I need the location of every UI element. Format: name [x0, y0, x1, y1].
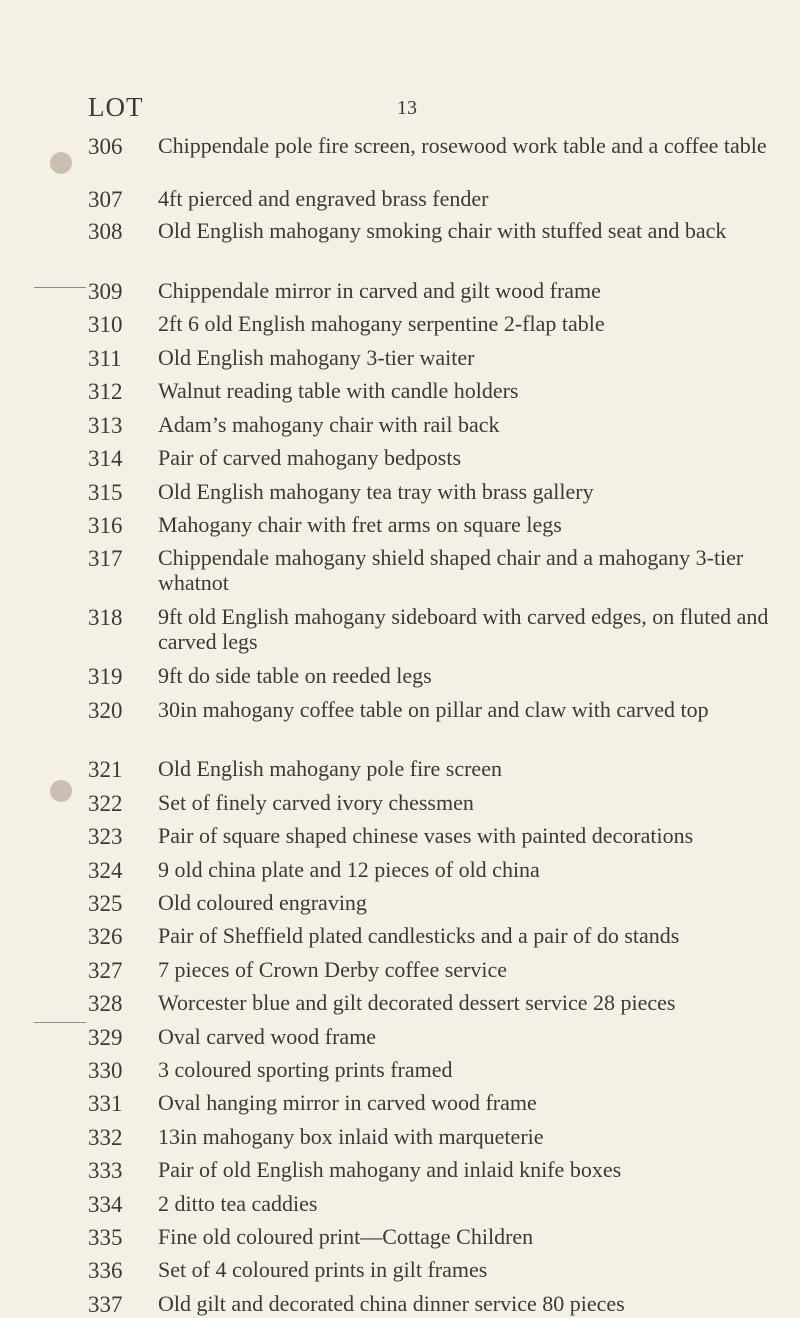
lot-row	[88, 134, 780, 160]
lot-description: 9ft old English mahogany sideboard with carved edges, on fluted and carved legs	[158, 604, 769, 654]
lot-row	[88, 1258, 780, 1284]
lot-description: 2 ditto tea caddies	[158, 1191, 318, 1216]
lot-number: 331	[88, 1091, 123, 1116]
lot-description: Walnut reading table with candle holders	[158, 378, 519, 403]
lot-description: Set of 4 coloured prints in gilt frames	[158, 1257, 488, 1282]
lot-number: 312	[88, 379, 123, 404]
lot-description: 3 coloured sporting prints framed	[158, 1057, 453, 1082]
lot-description: Pair of old English mahogany and inlaid knife boxes	[158, 1157, 622, 1182]
lot-description: Set of finely carved ivory chessmen	[158, 790, 474, 815]
lot-description: Adam’s mahogany chair with rail back	[158, 412, 500, 437]
punch-hole	[50, 152, 72, 174]
lot-number: 330	[88, 1058, 123, 1083]
lot-number: 334	[88, 1192, 123, 1217]
lot-row	[88, 446, 780, 472]
lot-number: 335	[88, 1225, 123, 1250]
lot-row	[88, 757, 780, 783]
lot-description: Old gilt and decorated china dinner service 80 pieces	[158, 1291, 625, 1316]
lot-number: 318	[88, 605, 123, 630]
lot-description: 13in mahogany box inlaid with marqueterie	[158, 1124, 544, 1149]
lot-row	[88, 413, 780, 439]
lot-row	[88, 824, 780, 850]
lot-number: 337	[88, 1292, 123, 1317]
lot-number: 321	[88, 757, 123, 782]
lot-number: 311	[88, 346, 122, 371]
lot-number: 316	[88, 513, 123, 538]
lot-number: 327	[88, 958, 123, 983]
lot-number: 314	[88, 446, 123, 471]
lot-row	[88, 187, 780, 213]
lot-description: 7 pieces of Crown Derby coffee service	[158, 957, 508, 982]
lot-row	[88, 513, 780, 539]
lot-row	[88, 924, 780, 950]
lot-number: 308	[88, 219, 123, 244]
lot-description: Pair of square shaped chinese vases with painted decorations	[158, 823, 694, 848]
lot-number: 322	[88, 791, 123, 816]
lot-number: 333	[88, 1158, 123, 1183]
lot-description: Old English mahogany smoking chair with stuffed seat and back	[158, 218, 727, 243]
lot-row	[88, 312, 780, 338]
lot-number: 319	[88, 664, 123, 689]
lot-description: Worcester blue and gilt decorated dessert service 28 pieces	[158, 990, 676, 1015]
lot-number: 313	[88, 413, 123, 438]
lot-row	[88, 891, 780, 917]
lot-row	[88, 1058, 780, 1084]
lot-row	[88, 279, 780, 305]
lot-row	[88, 546, 780, 595]
lot-row	[88, 1192, 780, 1218]
lot-number: 324	[88, 858, 123, 883]
lot-description: Old coloured engraving	[158, 890, 367, 915]
lot-description: 2ft 6 old English mahogany serpentine 2-flap table	[158, 311, 605, 336]
lot-number: 325	[88, 891, 123, 916]
lot-description: Old English mahogany tea tray with brass gallery	[158, 479, 594, 504]
lot-description: Fine old coloured print—Cottage Children	[158, 1224, 534, 1249]
page-number: 13	[397, 97, 417, 119]
lot-number: 328	[88, 991, 123, 1016]
lot-description: Oval carved wood frame	[158, 1024, 377, 1049]
lot-description: 30in mahogany coffee table on pillar and claw with carved top	[158, 697, 709, 722]
lot-row	[88, 698, 780, 724]
lot-number: 323	[88, 824, 123, 849]
lot-row	[88, 346, 780, 372]
lot-row	[88, 791, 780, 817]
lot-number: 329	[88, 1025, 123, 1050]
lot-number: 310	[88, 312, 123, 337]
lot-description: Oval hanging mirror in carved wood frame	[158, 1090, 537, 1115]
lot-row	[88, 1091, 780, 1117]
lot-row	[88, 219, 780, 245]
lot-description: Mahogany chair with fret arms on square legs	[158, 512, 562, 537]
lot-description: Chippendale pole fire screen, rosewood work table and a coffee table	[158, 133, 767, 158]
lot-row	[88, 1158, 780, 1184]
lot-column-header: LOT	[88, 92, 144, 122]
lot-description: 9 old china plate and 12 pieces of old china	[158, 857, 540, 882]
lot-row	[88, 1025, 780, 1051]
lot-row	[88, 1225, 780, 1251]
lot-description: Pair of carved mahogany bedposts	[158, 445, 462, 470]
lot-number: 306	[88, 134, 123, 159]
lot-row	[88, 664, 780, 690]
lot-description: Chippendale mahogany shield shaped chair and a mahogany 3-tier whatnot	[158, 545, 744, 595]
lot-number: 309	[88, 279, 123, 304]
lot-number: 317	[88, 546, 123, 571]
lot-number: 336	[88, 1258, 123, 1283]
lot-number: 307	[88, 187, 123, 212]
lot-row	[88, 958, 780, 984]
lot-description: Old English mahogany pole fire screen	[158, 756, 502, 781]
lot-description: 4ft pierced and engraved brass fender	[158, 186, 489, 211]
lot-description: 9ft do side table on reeded legs	[158, 663, 432, 688]
lot-number: 320	[88, 698, 123, 723]
lot-row	[88, 1125, 780, 1151]
lot-number: 326	[88, 924, 123, 949]
lot-description: Old English mahogany 3-tier waiter	[158, 345, 475, 370]
margin-mark	[34, 1022, 86, 1023]
margin-mark	[34, 287, 86, 288]
lot-row	[88, 991, 780, 1017]
lot-description: Chippendale mirror in carved and gilt wood frame	[158, 278, 601, 303]
lot-description: Pair of Sheffield plated candlesticks and a pair of do stands	[158, 923, 680, 948]
punch-hole	[50, 780, 72, 802]
lot-number: 332	[88, 1125, 123, 1150]
lot-row	[88, 605, 780, 654]
lot-row	[88, 858, 780, 884]
lot-row	[88, 1292, 780, 1318]
lot-row	[88, 379, 780, 405]
lot-number: 315	[88, 480, 123, 505]
lot-row	[88, 480, 780, 506]
